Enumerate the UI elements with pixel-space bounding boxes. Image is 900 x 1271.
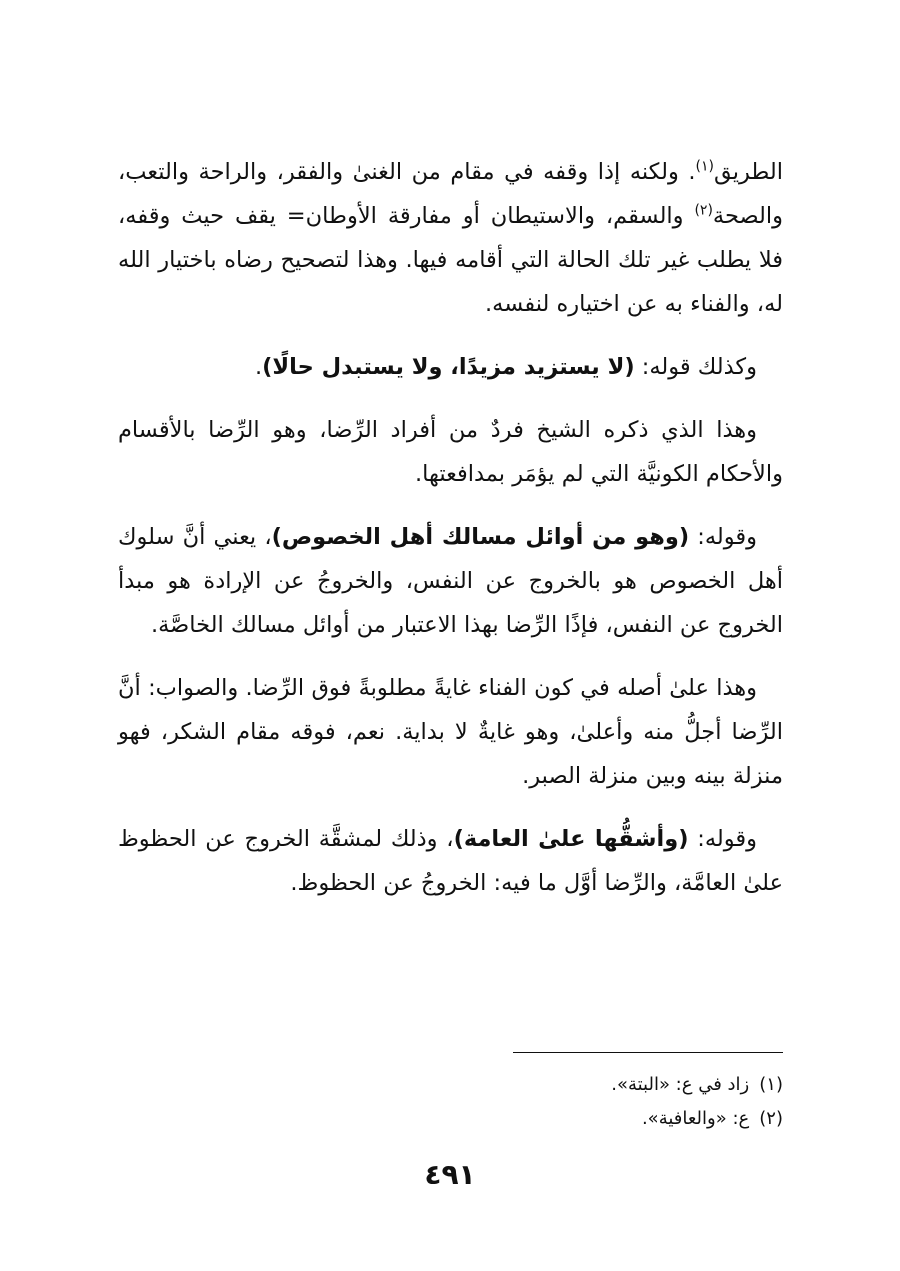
paragraph-1-middle: . ولكنه إذا وقفه في مقام من الغنىٰ والفقر، والراحة والتعب، والصحة (118, 159, 783, 229)
footnote-ref-1: (١) (695, 158, 714, 175)
quoted-text: (وهو من أوائل مسالك أهل الخصوص) (271, 524, 690, 550)
paragraph-6 (118, 817, 783, 905)
paragraph-2-lead: وكذلك قوله: (634, 354, 757, 380)
paragraph-6-lead: وقوله: (688, 826, 757, 852)
footnote-text: ع: «والعافية». (641, 1108, 750, 1129)
paragraph-4-lead: وقوله: (689, 524, 757, 550)
paragraph-1 (118, 150, 783, 326)
paragraph-4-tail: ، يعني أنَّ سلوك أهل الخصوص هو بالخروج عن النفس، والخروجُ عن الإرادة هو مبدأ الخروج عن النفس، فإذًا الرِّضا بهذا الاعتبار من أوائل مسالك الخاصَّة. (118, 524, 783, 638)
paragraph-1-end: والسقم، والاستيطان أو مفارقة الأوطان= يقف حيث وقفه، فلا يطلب غير تلك الحالة التي أقامه فيها. وهذا لتصحيح رضاه باختيار الله له، والفناء به عن اختياره لنفسه. (118, 203, 783, 317)
paragraph-1-start: الطريق (713, 159, 783, 185)
footnote-number: (٢) (759, 1108, 783, 1129)
footnote-ref-2: (٢) (694, 202, 713, 219)
page-number: ٤٩١ (424, 1158, 476, 1191)
footnote-separator (513, 1052, 783, 1053)
footnotes (118, 1068, 783, 1136)
paragraph-2-tail: . (254, 354, 263, 380)
quoted-text: (لا يستزيد مزيدًا، ولا يستبدل حالًا) (262, 354, 635, 380)
paragraph-3: وهذا الذي ذكره الشيخ فردٌ من أفراد الرِّضا، وهو الرِّضا بالأقسام والأحكام الكونيَّة التي لم يؤمَر بمدافعتها. (118, 417, 783, 487)
footnote-text: زاد في ع: «البتة». (611, 1074, 750, 1095)
footnote-1 (118, 1068, 783, 1102)
paragraph-4 (118, 515, 783, 647)
footnote-number: (١) (759, 1074, 783, 1095)
quoted-text: (وأشقُّها علىٰ العامة) (453, 826, 689, 852)
paragraph-6-tail: ، وذلك لمشقَّة الخروج عن الحظوظ علىٰ العامَّة، والرِّضا أوَّل ما فيه: الخروجُ عن الحظوظ. (118, 826, 783, 896)
paragraph-5: وهذا علىٰ أصله في كون الفناء غايةً مطلوبةً فوق الرِّضا. والصواب: أنَّ الرِّضا أجلُّ منه وأعلىٰ، وهو غايةٌ لا بداية. نعم، فوقه مقام الشكر، فهو منزلة بينه وبين منزلة الصبر. (118, 675, 783, 789)
main-text (118, 150, 783, 924)
paragraph-2 (118, 345, 783, 389)
footnote-2 (118, 1102, 783, 1136)
